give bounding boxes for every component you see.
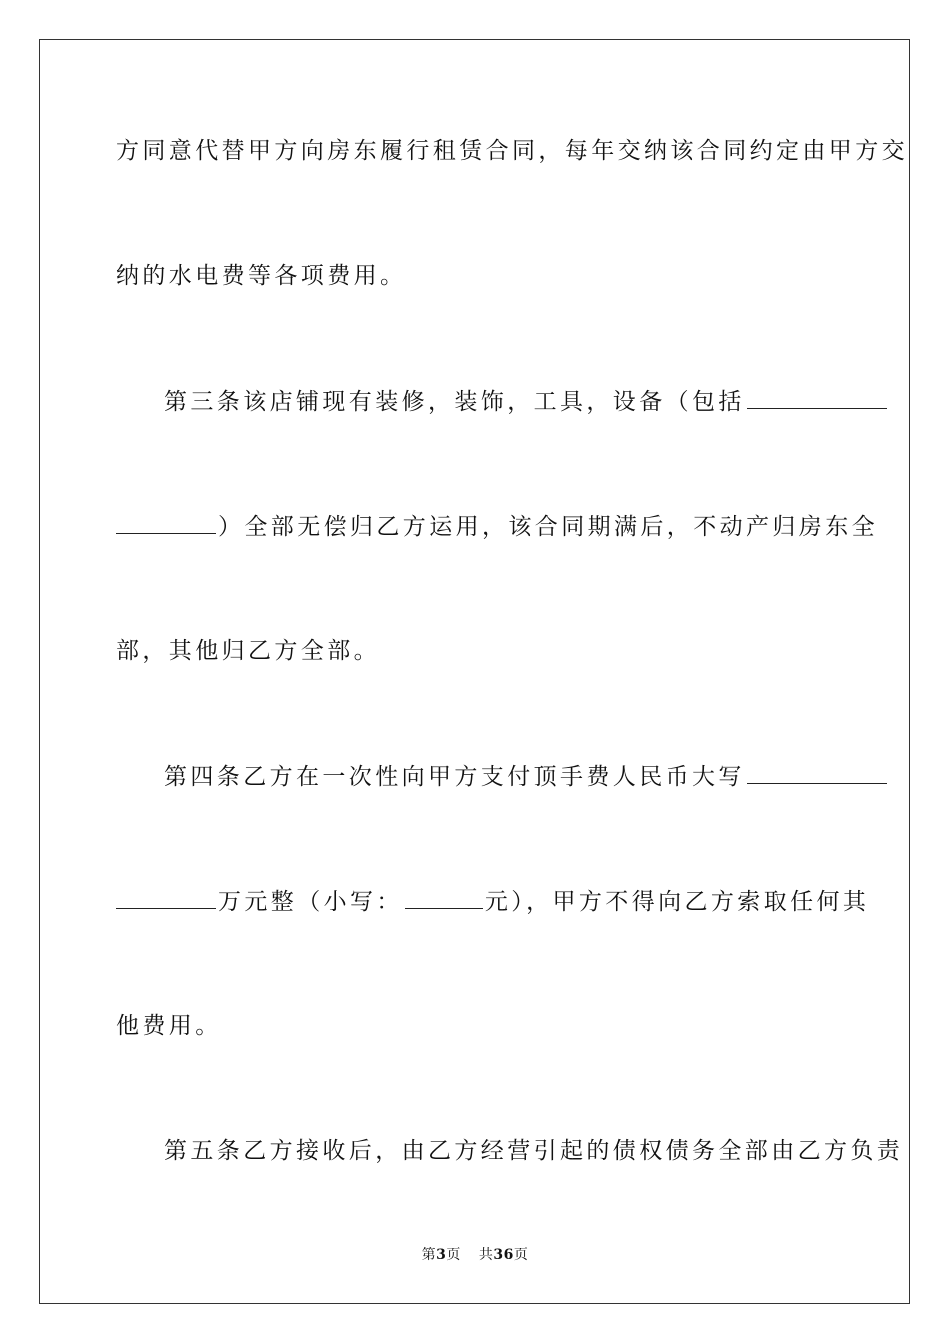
page-border bbox=[39, 39, 910, 1304]
paragraph-line-1: 方同意代替甲方向房东履行租赁合同，每年交纳该合同约定由甲方交 bbox=[116, 138, 908, 164]
blank-amount-words-cont[interactable] bbox=[116, 886, 216, 909]
page-prefix: 第 bbox=[421, 1247, 437, 1263]
page-suffix: 页 bbox=[446, 1247, 461, 1263]
article-3-line-2 bbox=[116, 511, 878, 542]
article-3-text-cont: ）全部无偿归乙方运用，该合同期满后，不动产归房东全 bbox=[218, 514, 878, 540]
article-3-line-3: 部，其他归乙方全部。 bbox=[116, 638, 380, 664]
article-3-text: 第三条该店铺现有装修，装饰，工具，设备（包括 bbox=[164, 389, 745, 415]
paragraph-line-2: 纳的水电费等各项费用。 bbox=[116, 263, 407, 289]
article-4-line-3: 他费用。 bbox=[116, 1013, 222, 1039]
total-suffix: 页 bbox=[513, 1247, 529, 1263]
blank-equipment-list-cont[interactable] bbox=[116, 511, 216, 534]
article-4-line-1 bbox=[164, 761, 836, 792]
blank-amount-figures[interactable] bbox=[405, 886, 483, 909]
article-4-line-2 bbox=[116, 886, 870, 917]
article-4-text: 第四条乙方在一次性向甲方支付顶手费人民币大写 bbox=[164, 764, 745, 790]
total-prefix: 共 bbox=[478, 1247, 494, 1263]
total-pages: 36 bbox=[493, 1247, 514, 1263]
article-3-line-1 bbox=[164, 386, 836, 417]
blank-equipment-list[interactable] bbox=[747, 386, 887, 409]
page-number: 3 bbox=[436, 1247, 447, 1263]
blank-amount-words[interactable] bbox=[747, 761, 887, 784]
article-4-text-a: 万元整（小写： bbox=[218, 889, 403, 915]
article-4-text-b: 元），甲方不得向乙方索取任何其 bbox=[484, 889, 870, 915]
article-5-line-1: 第五条乙方接收后，由乙方经营引起的债权债务全部由乙方负责 bbox=[164, 1138, 904, 1164]
page-footer bbox=[0, 1246, 950, 1264]
